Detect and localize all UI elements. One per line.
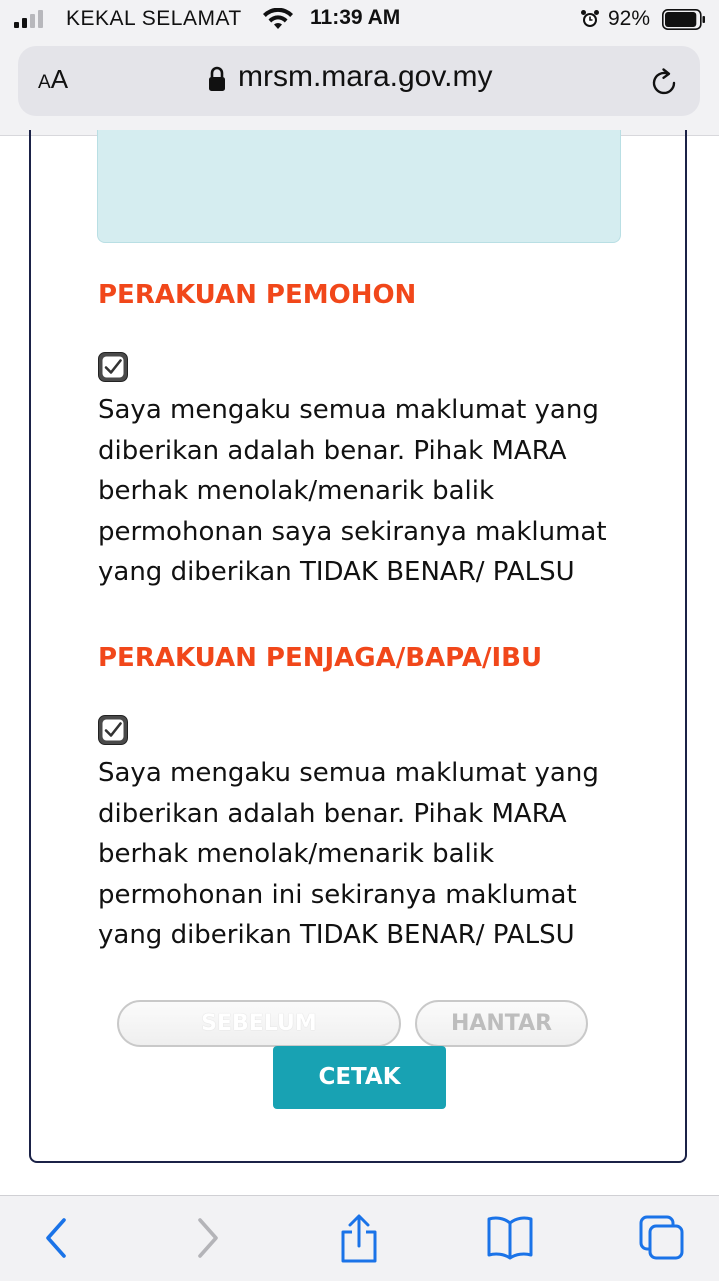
text-size-button[interactable]: AA (38, 64, 69, 94)
share-icon[interactable] (338, 1214, 380, 1264)
previous-button[interactable]: SEBELUM (117, 1000, 401, 1047)
forward-icon[interactable] (190, 1214, 226, 1262)
status-bar (0, 0, 719, 40)
status-time: 11:39 AM (310, 6, 401, 29)
bookmarks-icon[interactable] (486, 1214, 534, 1260)
browser-toolbar (0, 1195, 719, 1281)
url-text[interactable]: mrsm.mara.gov.my (238, 60, 493, 93)
back-icon[interactable] (38, 1214, 74, 1262)
signal-icon (14, 10, 48, 28)
url-bar[interactable] (18, 46, 700, 116)
tabs-icon[interactable] (638, 1214, 686, 1262)
section-title-pemohon: PERAKUAN PEMOHON (98, 280, 417, 310)
wifi-icon (262, 8, 294, 30)
browser-address-area (0, 40, 719, 136)
checkmark-icon (102, 719, 124, 741)
checkmark-icon (102, 356, 124, 378)
lock-icon (208, 66, 226, 92)
info-box (97, 130, 621, 243)
declaration-text-pemohon: Saya mengaku semua maklumat yang diberikan adalah benar. Pihak MARA berhak menolak/menarik balik permohonan saya sekiranya maklumat yang diberikan TIDAK BENAR/ PALSU (98, 395, 607, 587)
declaration-text-penjaga: Saya mengaku semua maklumat yang diberikan adalah benar. Pihak MARA berhak menolak/menarik balik permohonan ini sekiranya maklumat yang diberikan TIDAK BENAR/ PALSU (98, 758, 599, 950)
reload-icon[interactable] (648, 66, 680, 98)
alarm-icon (580, 9, 600, 29)
battery-icon (662, 9, 706, 30)
carrier-name: KEKAL SELAMAT (66, 7, 242, 30)
checkbox-pemohon[interactable] (98, 352, 128, 382)
battery-percent: 92% (608, 7, 651, 30)
submit-button[interactable]: HANTAR (415, 1000, 588, 1047)
section-title-penjaga: PERAKUAN PENJAGA/BAPA/IBU (98, 643, 543, 673)
print-button[interactable]: CETAK (273, 1046, 446, 1109)
checkbox-penjaga[interactable] (98, 715, 128, 745)
